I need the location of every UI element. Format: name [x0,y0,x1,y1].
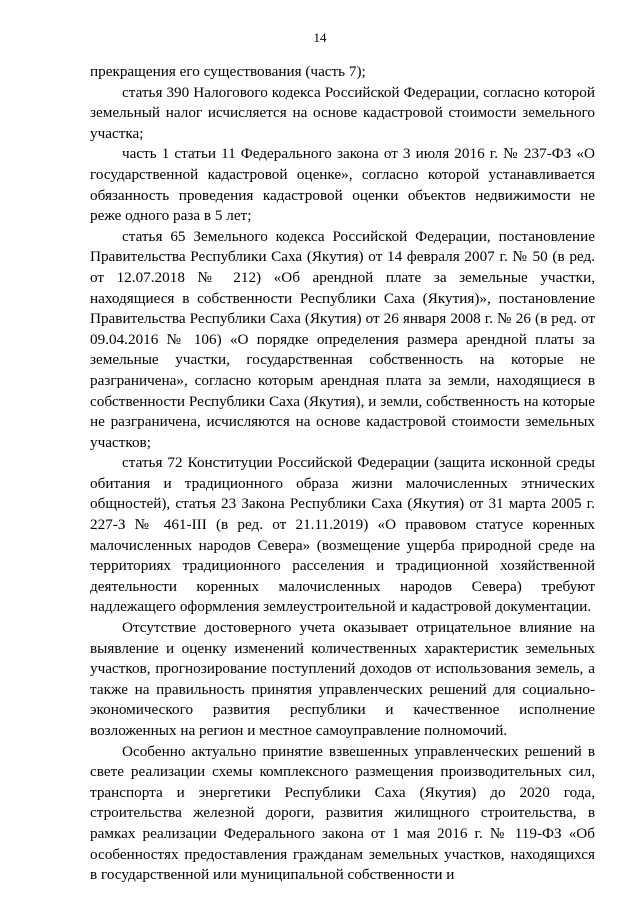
paragraph-4: статья 65 Земельного кодекса Российской Федерации, постановление Правительства Республики Саха (Якутия) от 14 февраля 2007 г. № 50 (в ред. от 12.07.2018 № 212) «Об арендной плате за земельные участки, находящиеся в собственности Республики Саха (Якутия)», постановление Правительства Республики Саха (Якутия) от 26 января 2008 г. № 26 (в ред. от 09.04.2016 № 106) «О порядке определения размера арендной платы за земельные участки, государственная собственность на которые не разграничена», согласно которым арендная плата за земли, находящиеся в собственности Республики Саха (Якутия), и земли, собственность на которые не разграничена, исчисляются на основе кадастровой стоимости земельных участков; [90,227,595,451]
document-body [90,62,595,886]
paragraph-3: часть 1 статьи 11 Федерального закона от 3 июля 2016 г. № 237-ФЗ «О государственной кадастровой оценке», согласно которой устанавливается обязанность проведения кадастровой оценки объектов недвижимости не реже одного раза в 5 лет; [90,145,595,225]
paragraph-2: статья 390 Налогового кодекса Российской Федерации, согласно которой земельный налог исчисляется на основе кадастровой стоимости земельного участка; [90,83,595,142]
paragraph-7: Особенно актуально принятие взвешенных управленческих решений в свете реализации схемы комплексного размещения производительных сил, транспорта и энергетики Республики Саха (Якутия) до 2020 года, строительства железной дороги, развития жилищного строительства, в рамках реализации Федерального закона от 1 мая 2016 г. № 119-ФЗ «Об особенностях предоставления гражданам земельных участков, находящихся в государственной или муниципальной собственности и [90,742,595,884]
paragraph-1: прекращения его существования (часть 7); [90,63,366,80]
paragraph-5: статья 72 Конституции Российской Федерации (защита исконной среды обитания и традиционного образа жизни малочисленных этнических общностей), статья 23 Закона Республики Саха (Якутия) от 31 марта 2005 г. 227-З № 461-III (в ред. от 21.11.2019) «О правовом статусе коренных малочисленных народов Севера» (возмещение ущерба природной среде на территориях традиционного расселения и традиционной хозяйственной деятельности коренных малочисленных народов Севера) требуют надлежащего оформления землеустроительной и кадастровой документации. [90,454,595,616]
paragraph-6: Отсутствие достоверного учета оказывает отрицательное влияние на выявление и оценку изменений количественных характеристик земельных участков, прогнозирование поступлений доходов от использования земель, а также на правильность принятия управленческих решений для социально-экономического развития республики и качественное исполнение возложенных на регион и местное самоуправление полномочий. [90,619,595,739]
page-number: 14 [313,30,327,45]
